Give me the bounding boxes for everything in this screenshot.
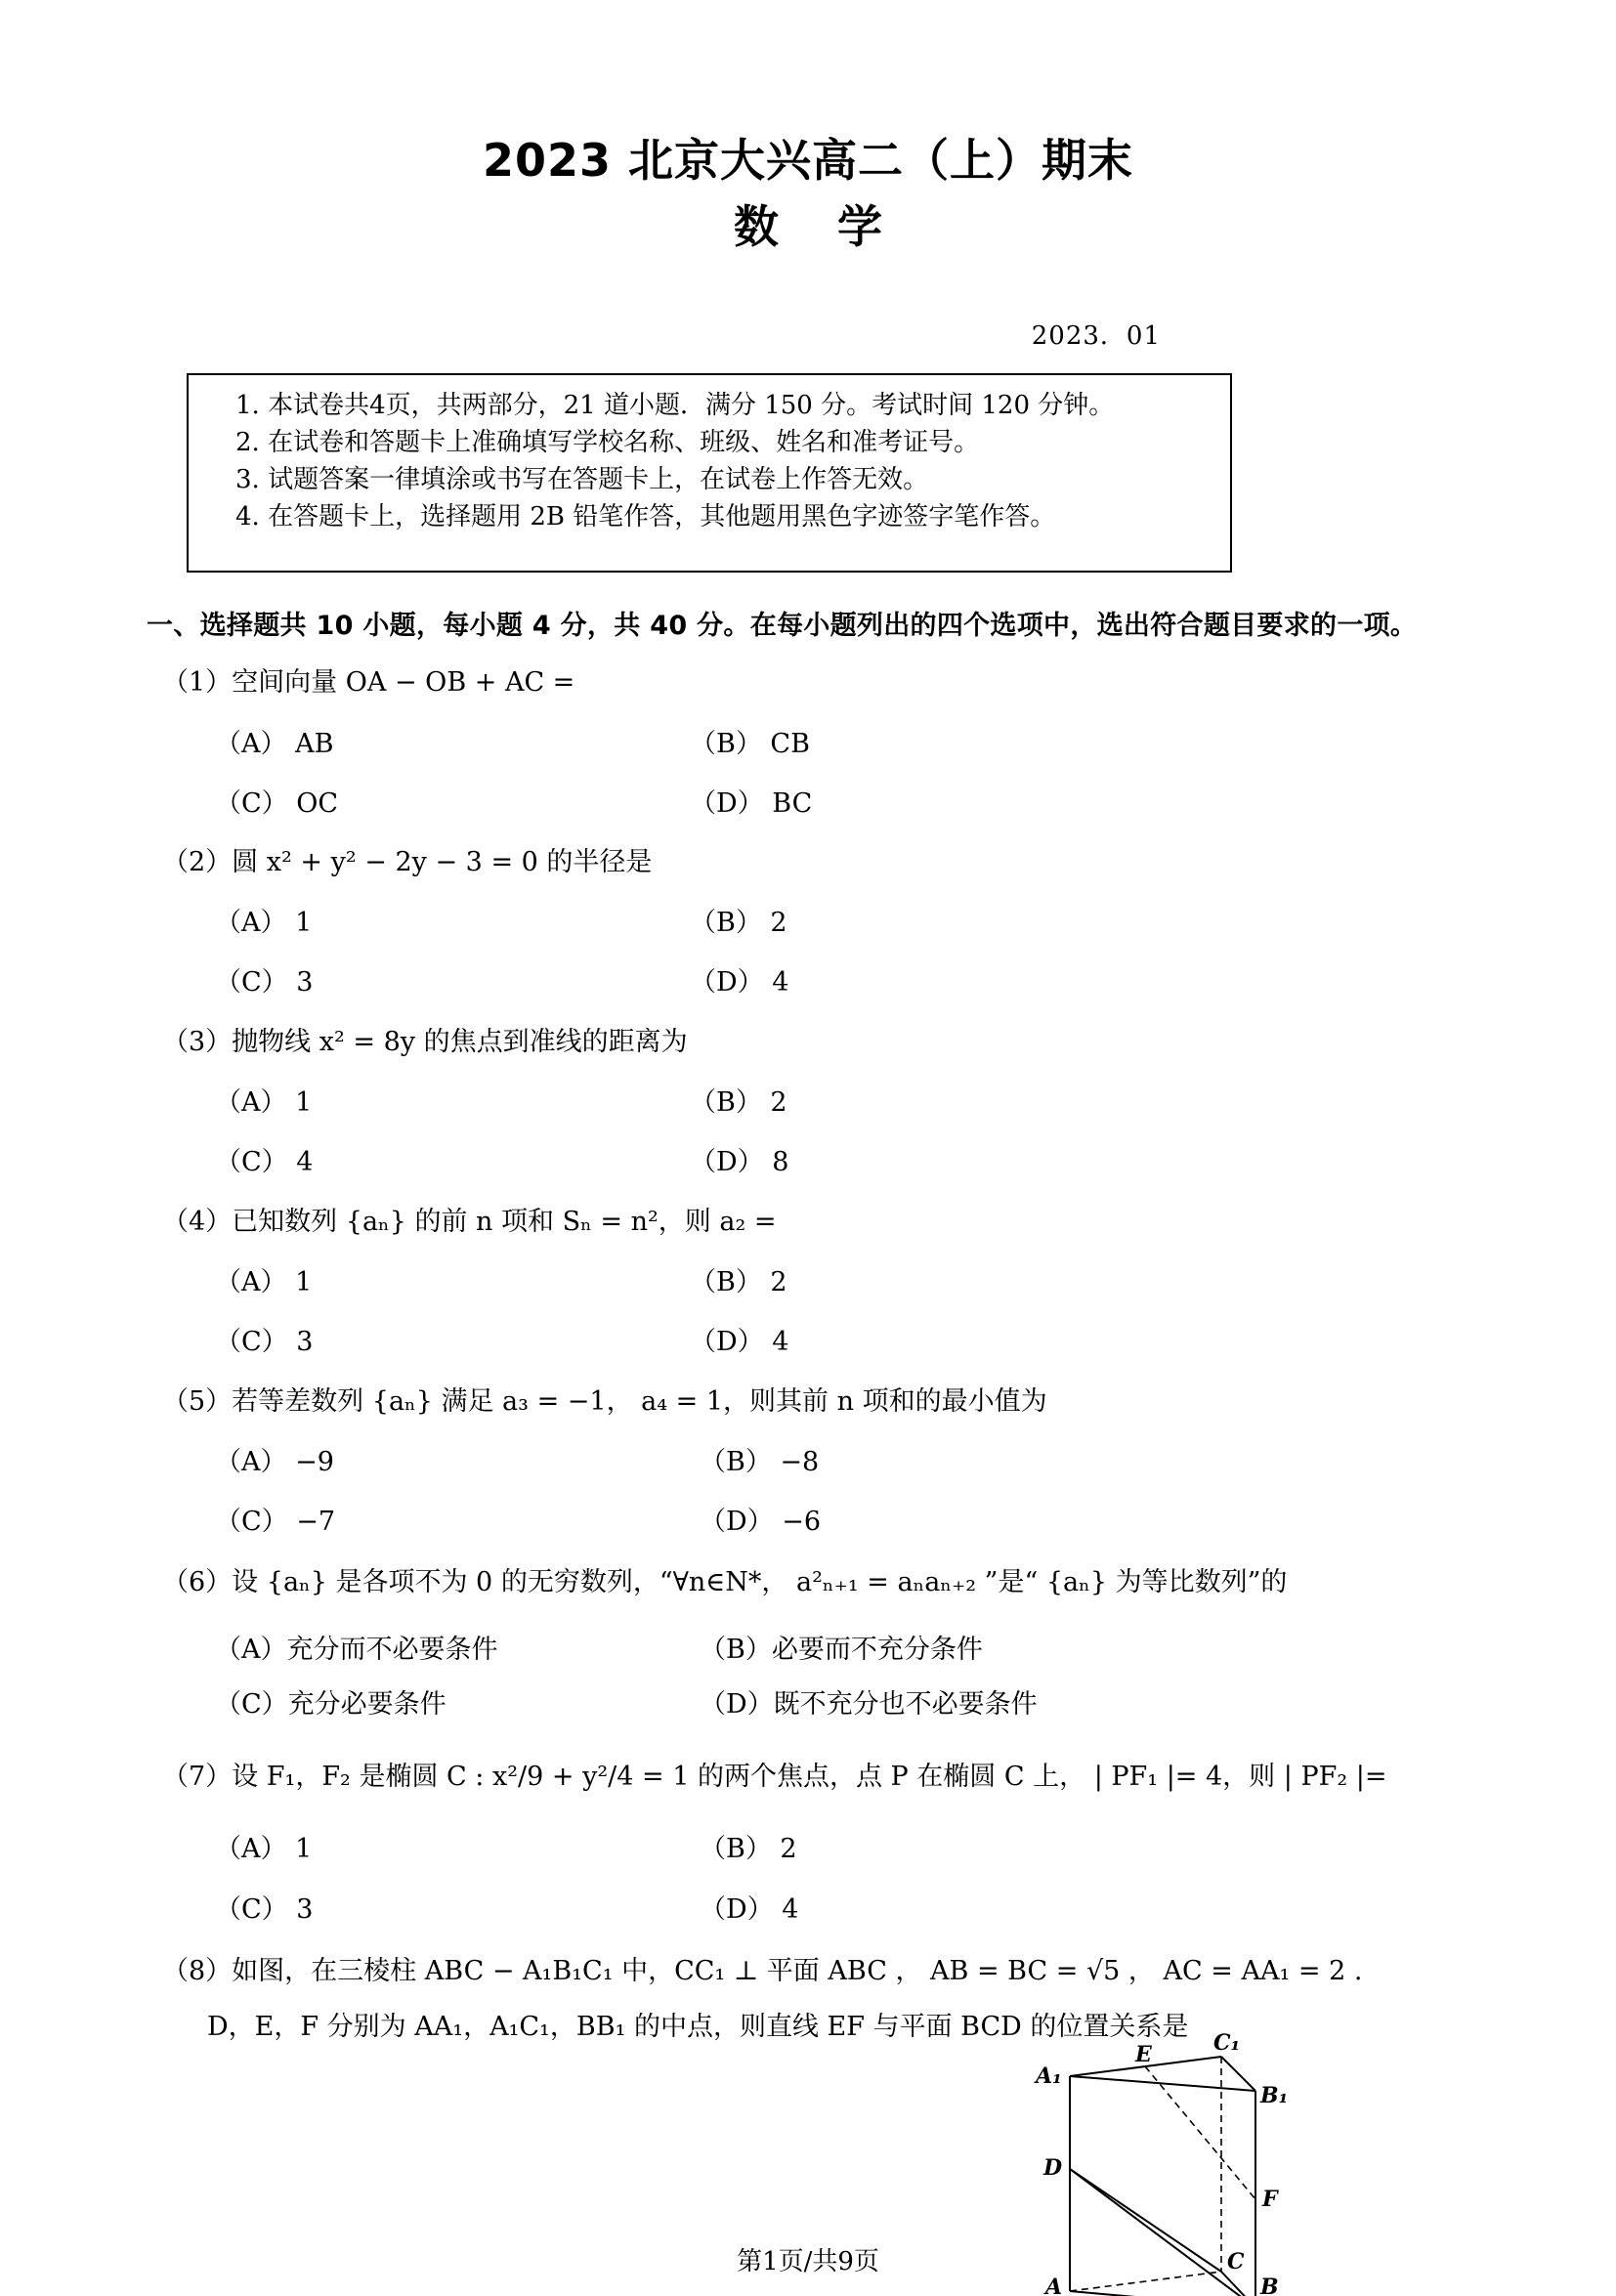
question-1-option-d: （D） BC <box>690 788 813 819</box>
label-b: B <box>1260 2275 1279 2296</box>
question-4-stem: （4）已知数列 {aₙ} 的前 n 项和 Sₙ = n²，则 a₂ = <box>162 1207 777 1237</box>
question-7-option-a: （A） 1 <box>215 1834 313 1864</box>
edge-ab <box>1070 2291 1255 2296</box>
question-8-stem: （8）如图，在三棱柱 ABC − A₁B₁C₁ 中，CC₁ ⊥ 平面 ABC ， AB = BC = √5 ， AC = AA₁ = 2 . <box>162 1956 1363 1986</box>
page-title: 2023 北京大兴高二（上）期末 <box>482 134 1134 187</box>
question-2-option-a: （A） 1 <box>215 908 313 938</box>
instruction-line: 4. 在答题卡上，选择题用 2B 铅笔作答，其他题用黑色字迹签字笔作答。 <box>235 502 1056 531</box>
question-1-option-c: （C） OC <box>215 788 339 819</box>
label-c1: C₁ <box>1213 2030 1241 2056</box>
question-6-option-c: （C）充分必要条件 <box>215 1689 447 1720</box>
question-6-option-b: （B）必要而不充分条件 <box>700 1635 983 1665</box>
question-1-stem: （1）空间向量 OA − OB + AC = <box>162 667 575 698</box>
question-7-option-c: （C） 3 <box>215 1894 314 1925</box>
question-5-option-a: （A） −9 <box>215 1447 334 1477</box>
subject-title: 数学 <box>734 200 941 253</box>
question-2-option-d: （D） 4 <box>690 967 789 998</box>
question-3-option-c: （C） 4 <box>215 1147 314 1177</box>
section-heading: 一、选择题共 10 小题，每小题 4 分，共 40 分。在每小题列出的四个选项中，选出符合题目要求的一项。 <box>147 611 1418 641</box>
question-3-option-b: （B） 2 <box>690 1087 787 1118</box>
question-6-option-d: （D）既不充分也不必要条件 <box>700 1689 1038 1720</box>
label-d: D <box>1043 2155 1063 2181</box>
label-f: F <box>1262 2187 1278 2212</box>
question-7-option-b: （B） 2 <box>700 1834 797 1864</box>
question-7-option-d: （D） 4 <box>700 1894 799 1925</box>
question-5-option-b: （B） −8 <box>700 1447 820 1477</box>
question-1-option-b: （B） CB <box>690 729 810 759</box>
label-b1: B₁ <box>1260 2083 1289 2108</box>
page-footer: 第1页/共9页 <box>737 2247 879 2276</box>
question-6-stem: （6）设 {aₙ} 是各项不为 0 的无穷数列，“∀n∈N*， a²ₙ₊₁ = aₙaₙ₊₂ ”是“ {aₙ} 为等比数列”的 <box>162 1567 1288 1597</box>
edge-c1b1 <box>1221 2057 1255 2091</box>
instruction-line: 2. 在试卷和答题卡上准确填写学校名称、班级、姓名和准考证号。 <box>235 428 980 457</box>
question-3-option-a: （A） 1 <box>215 1087 313 1118</box>
label-a1: A₁ <box>1036 2063 1062 2089</box>
question-4-option-a: （A） 1 <box>215 1267 313 1297</box>
exam-date: 2023．01 <box>1031 321 1161 351</box>
label-c: C <box>1227 2249 1245 2275</box>
question-7-stem: （7）设 F₁，F₂ 是椭圆 C : x²/9 + y²/4 = 1 的两个焦点，点 P 在椭圆 C 上， | PF₁ |= 4，则 | PF₂ |= <box>162 1762 1387 1792</box>
question-4-option-d: （D） 4 <box>690 1327 789 1357</box>
question-3-option-d: （D） 8 <box>690 1147 789 1177</box>
question-6-option-a: （A）充分而不必要条件 <box>215 1635 498 1665</box>
question-8-stem-continued: D，E，F 分别为 AA₁，A₁C₁，BB₁ 的中点，则直线 EF 与平面 BCD 的位置关系是 <box>207 2012 1189 2042</box>
question-2-option-b: （B） 2 <box>690 908 787 938</box>
question-5-stem: （5）若等差数列 {aₙ} 满足 a₃ = −1， a₄ = 1，则其前 n 项和的最小值为 <box>162 1386 1047 1417</box>
question-4-option-c: （C） 3 <box>215 1327 314 1357</box>
label-e: E <box>1135 2042 1152 2067</box>
instruction-line: 3. 试题答案一律填涂或书写在答题卡上，在试卷上作答无效。 <box>235 465 929 494</box>
question-3-stem: （3）抛物线 x² = 8y 的焦点到准线的距离为 <box>162 1027 688 1057</box>
question-2-option-c: （C） 3 <box>215 967 314 998</box>
question-5-option-c: （C） −7 <box>215 1507 336 1537</box>
question-4-option-b: （B） 2 <box>690 1267 787 1297</box>
question-2-stem: （2）圆 x² + y² − 2y − 3 = 0 的半径是 <box>162 847 653 877</box>
instructions-box <box>187 373 1232 573</box>
question-1-option-a: （A） AB <box>215 729 334 759</box>
question-5-option-d: （D） −6 <box>700 1507 822 1537</box>
label-a: A <box>1045 2275 1063 2296</box>
instruction-line: 1. 本试卷共4页，共两部分，21 道小题．满分 150 分。考试时间 120 分钟。 <box>235 391 1115 420</box>
